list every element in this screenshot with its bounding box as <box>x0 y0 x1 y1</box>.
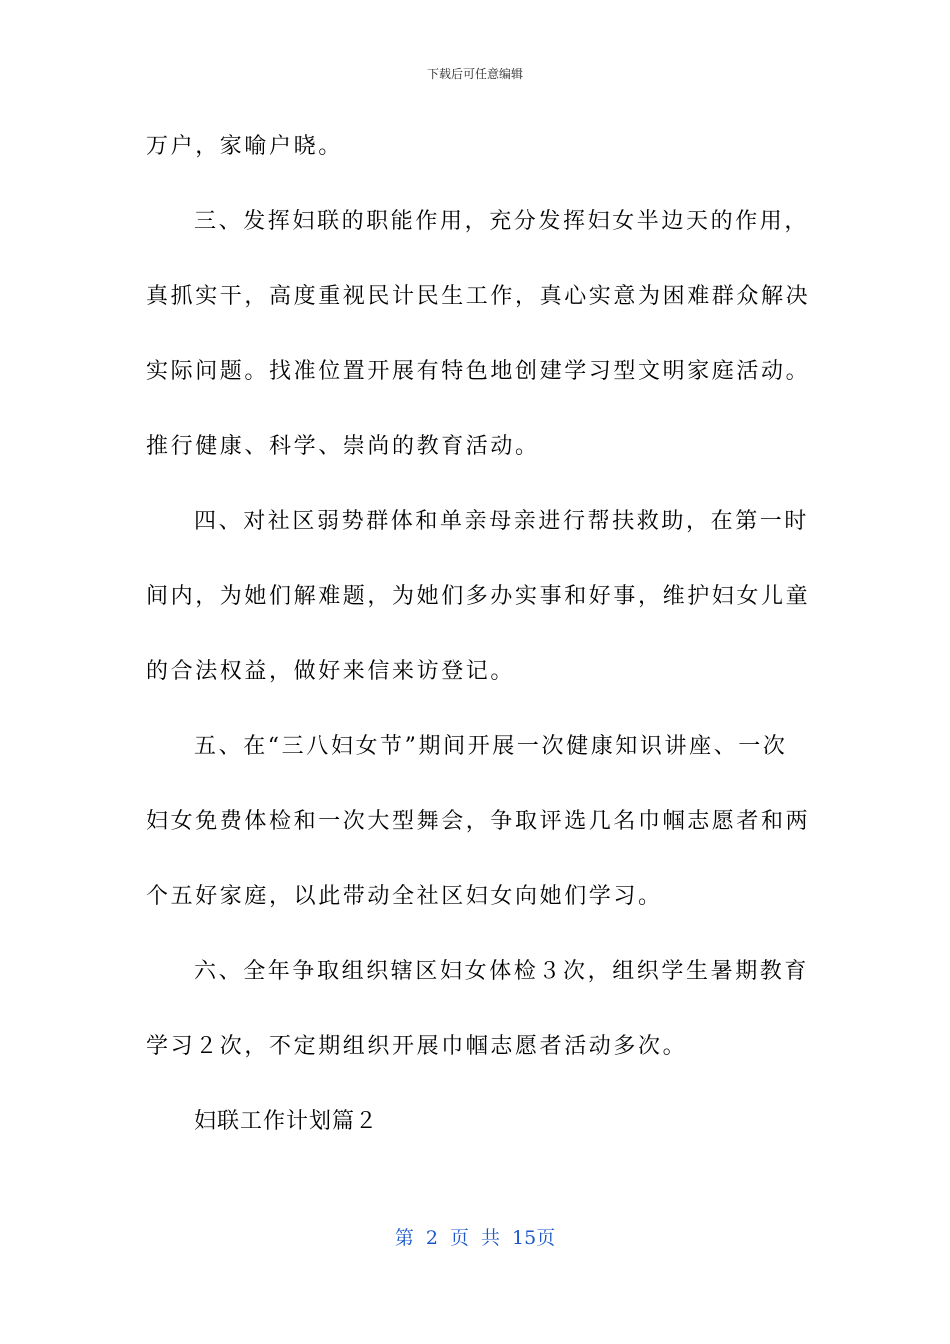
paragraph-line: 实际问题。找准位置开展有特色地创建学习型文明家庭活动。 <box>146 359 811 384</box>
paragraph-line: 的合法权益，做好来信来访登记。 <box>146 659 516 684</box>
paragraph-line: 个五好家庭，以此带动全社区妇女向她们学习。 <box>146 884 663 909</box>
page-number: 第 2 页 共 15页 <box>394 1227 556 1249</box>
section-heading: 妇联工作计划篇２ <box>194 1109 379 1134</box>
page-header: 下载后可任意编辑 <box>426 67 523 81</box>
paragraph-line: 推行健康、科学、崇尚的教育活动。 <box>146 434 540 459</box>
document-body <box>146 121 811 1148</box>
paragraph-line: 学习２次，不定期组织开展巾帼志愿者活动多次。 <box>146 1034 688 1059</box>
paragraph-line: 妇女免费体检和一次大型舞会，争取评选几名巾帼志愿者和两 <box>146 809 811 834</box>
paragraph-line: 真抓实干，高度重视民计民生工作，真心实意为困难群众解决 <box>146 284 811 309</box>
paragraph-line: 三、发挥妇联的职能作用，充分发挥妇女半边天的作用， <box>194 209 810 234</box>
paragraph-line: 六、全年争取组织辖区妇女体检３次，组织学生暑期教育 <box>194 959 810 984</box>
paragraph-line: 间内，为她们解难题，为她们多办实事和好事，维护妇女儿童 <box>146 584 811 609</box>
paragraph-line: 万户，家喻户晓。 <box>146 134 343 159</box>
paragraph-line: 四、对社区弱势群体和单亲母亲进行帮扶救助，在第一时 <box>194 509 810 534</box>
paragraph-line: 五、在“三八妇女节”期间开展一次健康知识讲座、一次 <box>194 734 788 759</box>
